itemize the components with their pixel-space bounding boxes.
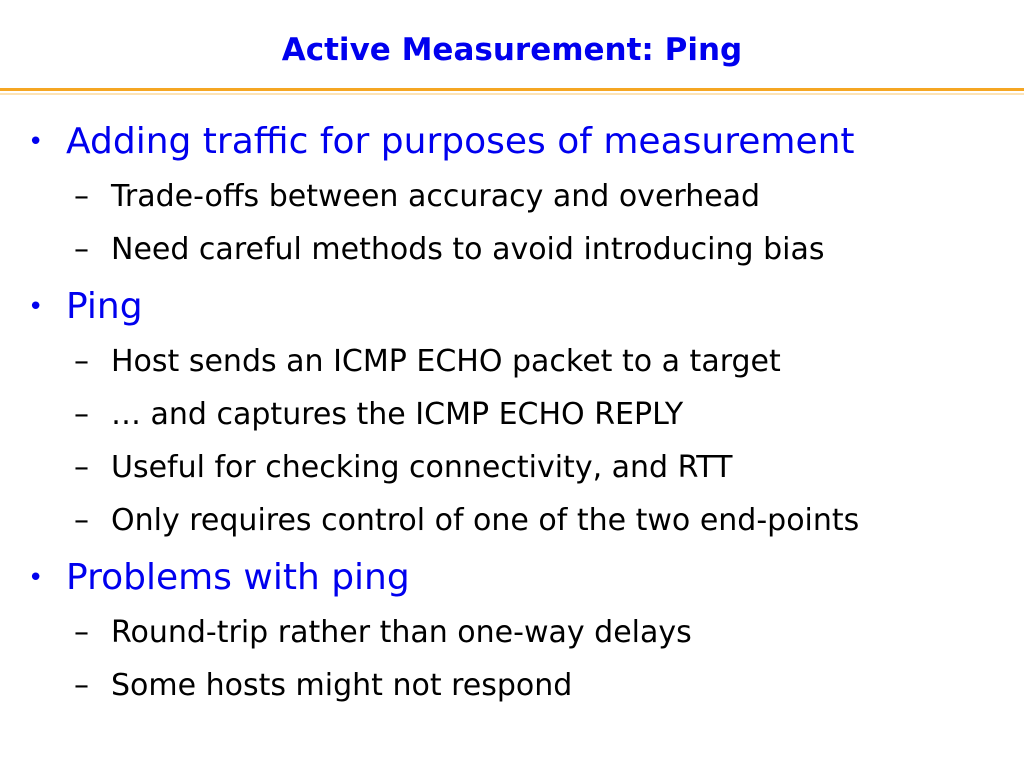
sub-bullet-text: Only requires control of one of the two end-points xyxy=(111,503,860,538)
bullet-text: Adding traffic for purposes of measurement xyxy=(66,121,855,162)
sub-bullet-text: Round-trip rather than one-way delays xyxy=(111,615,692,650)
dash-icon: – xyxy=(74,344,89,379)
bullet-text: Problems with ping xyxy=(66,557,410,598)
dash-icon: – xyxy=(74,232,89,267)
dash-icon: – xyxy=(74,615,89,650)
sub-bullet-text: Host sends an ICMP ECHO packet to a target xyxy=(111,344,781,379)
sub-bullet-text: Some hosts might not respond xyxy=(111,668,573,703)
dash-icon: – xyxy=(74,668,89,703)
sub-bullet-text: … and captures the ICMP ECHO REPLY xyxy=(111,397,684,432)
bullet-dot-icon: • xyxy=(28,127,44,157)
bullet-text: Ping xyxy=(66,286,143,327)
bullet-dot-icon: • xyxy=(28,563,44,593)
title-divider-shadow xyxy=(0,93,1024,95)
title-divider xyxy=(0,88,1024,91)
sub-bullet-text: Useful for checking connectivity, and RTT xyxy=(111,450,733,485)
dash-icon: – xyxy=(74,450,89,485)
slide-title: Active Measurement: Ping xyxy=(281,32,743,68)
dash-icon: – xyxy=(74,179,89,214)
sub-bullet-text: Trade-offs between accuracy and overhead xyxy=(111,179,761,214)
bullet-dot-icon: • xyxy=(28,292,44,322)
dash-icon: – xyxy=(74,397,89,432)
sub-bullet-text: Need careful methods to avoid introducing bias xyxy=(111,232,825,267)
dash-icon: – xyxy=(74,503,89,538)
